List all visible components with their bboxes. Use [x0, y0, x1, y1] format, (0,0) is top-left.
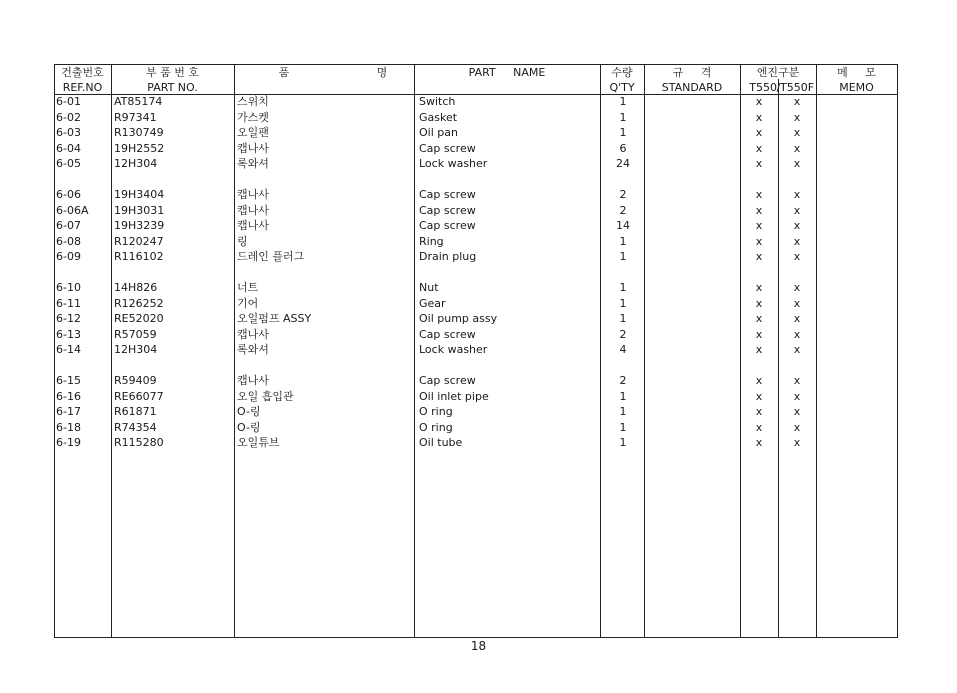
part-name-ko-cell: 가스켓	[237, 110, 269, 124]
qty-cell: 24	[616, 157, 630, 170]
t550f-mark-cell: x	[793, 420, 801, 434]
part-name-ko-cell: 너트	[237, 281, 259, 294]
qty-cell: 1	[619, 234, 627, 248]
ref-no-cell: 6-04	[56, 141, 81, 155]
ref-no-cell: 6-06	[56, 188, 81, 201]
part-no-cell: RE52020	[114, 312, 164, 325]
header-ref-ko: 건출번호	[61, 66, 104, 79]
part-no-cell: R61871	[114, 405, 157, 418]
ref-no-cell: 6-06A	[56, 203, 89, 217]
part-name-en-cell: Cap screw	[419, 188, 476, 201]
table-bottom-border	[54, 637, 898, 638]
t550-mark-cell: x	[755, 374, 763, 387]
t550-mark-cell: x	[755, 157, 763, 170]
t550f-mark-cell: x	[793, 327, 801, 341]
header-standard-en: STANDARD	[661, 81, 723, 94]
part-name-ko-cell: O-링	[237, 420, 261, 434]
part-name-ko-cell: 기어	[237, 296, 259, 310]
ref-no-cell: 6-19	[56, 436, 81, 449]
part-name-en-cell: Drain plug	[419, 250, 477, 263]
header-part-name-en: PART NAME	[468, 66, 546, 79]
qty-cell: 1	[619, 420, 627, 434]
header-engine-ko: 엔진구분	[756, 66, 800, 79]
t550-mark-cell: x	[755, 436, 763, 449]
ref-no-cell: 6-07	[56, 219, 81, 232]
part-no-cell: R97341	[114, 110, 157, 124]
qty-cell: 2	[619, 374, 627, 387]
part-name-ko-cell: 캡나사	[237, 327, 269, 341]
header-partno-en: PART NO.	[147, 81, 198, 94]
qty-cell: 1	[619, 250, 627, 263]
part-no-cell: 12H304	[114, 343, 158, 356]
table-top-border	[54, 64, 898, 65]
t550f-mark-cell: x	[793, 126, 801, 139]
t550-mark-cell: x	[755, 327, 763, 341]
header-standard-ko: 규 격	[672, 66, 712, 79]
t550-mark-cell: x	[755, 250, 763, 263]
part-no-cell: 12H304	[114, 157, 158, 170]
t550f-mark-cell: x	[793, 234, 801, 248]
part-name-ko-cell: 록와셔	[237, 343, 269, 356]
part-no-cell: 14H826	[114, 281, 158, 294]
t550-mark-cell: x	[755, 141, 763, 155]
part-name-en-cell: Cap screw	[419, 141, 476, 155]
part-name-ko-cell: 오일 흡입관	[237, 389, 294, 403]
ref-no-cell: 6-02	[56, 110, 81, 124]
part-name-en-cell: Gear	[419, 296, 446, 310]
part-no-cell: 19H3404	[114, 188, 165, 201]
t550-mark-cell: x	[755, 389, 763, 403]
part-no-cell: R74354	[114, 420, 157, 434]
part-no-cell: 19H2552	[114, 141, 165, 155]
ref-no-cell: 6-08	[56, 234, 81, 248]
t550f-mark-cell: x	[793, 141, 801, 155]
part-name-en-cell: O ring	[419, 420, 453, 434]
qty-cell: 1	[619, 296, 627, 310]
t550f-mark-cell: x	[793, 405, 801, 418]
ref-no-cell: 6-11	[56, 296, 81, 310]
qty-cell: 6	[619, 141, 627, 155]
ref-no-cell: 6-09	[56, 250, 81, 263]
t550-mark-cell: x	[755, 219, 763, 232]
part-name-en-cell: Oil pan	[419, 126, 458, 139]
part-no-cell: 19H3239	[114, 219, 165, 232]
part-name-en-cell: O ring	[419, 405, 453, 418]
t550f-mark-cell: x	[793, 95, 801, 108]
part-no-cell: R116102	[114, 250, 164, 263]
part-name-ko-cell: 캡나사	[237, 188, 269, 201]
part-name-ko-cell: 캡나사	[237, 203, 269, 217]
ref-no-cell: 6-12	[56, 312, 81, 325]
header-name-ko-1: 품	[278, 66, 290, 79]
part-name-en-cell: Oil pump assy	[419, 312, 498, 325]
ref-no-cell: 6-14	[56, 343, 81, 356]
qty-cell: 1	[619, 436, 627, 449]
t550-mark-cell: x	[755, 203, 763, 217]
part-name-en-cell: Oil inlet pipe	[419, 389, 489, 403]
part-name-en-cell: Switch	[419, 95, 456, 108]
ref-no-cell: 6-05	[56, 157, 81, 170]
t550f-mark-cell: x	[793, 203, 801, 217]
part-name-en-cell: Cap screw	[419, 203, 476, 217]
t550-mark-cell: x	[755, 420, 763, 434]
part-name-ko-cell: 캡나사	[237, 219, 269, 232]
ref-no-cell: 6-13	[56, 327, 81, 341]
col-border-name-ko	[414, 64, 415, 638]
t550f-mark-cell: x	[793, 110, 801, 124]
header-engine-t550: T550	[749, 81, 777, 94]
part-name-ko-cell: 링	[237, 234, 248, 248]
part-name-en-cell: Cap screw	[419, 219, 476, 232]
part-no-cell: R130749	[114, 126, 164, 139]
part-name-ko-cell: 록와셔	[237, 157, 269, 170]
header-qty-ko: 수량	[611, 66, 633, 79]
qty-cell: 1	[619, 405, 627, 418]
t550f-mark-cell: x	[793, 374, 801, 387]
qty-cell: 1	[619, 110, 627, 124]
header-partno-ko: 부 품 번 호	[146, 66, 199, 79]
t550f-mark-cell: x	[793, 296, 801, 310]
header-qty-en: Q'TY	[609, 81, 635, 94]
t550-mark-cell: x	[755, 405, 763, 418]
header-memo-ko: 메 모	[837, 66, 876, 79]
t550-mark-cell: x	[755, 188, 763, 201]
header-name-ko-2: 명	[376, 66, 388, 79]
part-no-cell: R59409	[114, 374, 157, 387]
header-memo-en: MEMO	[839, 81, 874, 94]
part-name-en-cell: Oil tube	[419, 436, 463, 449]
part-no-cell: R57059	[114, 327, 157, 341]
col-border-left	[54, 64, 55, 638]
part-name-en-cell: Ring	[419, 234, 444, 248]
ref-no-cell: 6-16	[56, 389, 81, 403]
part-name-ko-cell: 캡나사	[237, 141, 269, 155]
t550f-mark-cell: x	[793, 281, 801, 294]
part-no-cell: R126252	[114, 296, 164, 310]
qty-cell: 1	[619, 389, 627, 403]
part-name-en-cell: Nut	[419, 281, 439, 294]
col-border-right	[897, 64, 898, 638]
part-name-en-cell: Gasket	[419, 110, 458, 124]
part-no-cell: RE66077	[114, 389, 164, 403]
t550f-mark-cell: x	[793, 157, 801, 170]
t550f-mark-cell: x	[793, 312, 801, 325]
col-border-engine	[816, 64, 817, 638]
t550f-mark-cell: x	[793, 250, 801, 263]
qty-cell: 1	[619, 126, 627, 139]
qty-cell: 2	[619, 188, 627, 201]
t550-mark-cell: x	[755, 234, 763, 248]
t550-mark-cell: x	[755, 296, 763, 310]
part-name-ko-cell: 캡나사	[237, 374, 269, 387]
t550f-mark-cell: x	[793, 188, 801, 201]
part-name-en-cell: Lock washer	[419, 157, 488, 170]
qty-cell: 1	[619, 95, 627, 108]
qty-cell: 2	[619, 203, 627, 217]
ref-no-cell: 6-01	[56, 95, 81, 108]
qty-cell: 4	[619, 343, 627, 356]
ref-no-cell: 6-17	[56, 405, 81, 418]
qty-cell: 14	[616, 219, 630, 232]
t550f-mark-cell: x	[793, 389, 801, 403]
part-no-cell: R120247	[114, 234, 164, 248]
part-name-en-cell: Lock washer	[419, 343, 488, 356]
part-no-cell: AT85174	[114, 95, 163, 108]
part-name-ko-cell: 오일펌프 ASSY	[237, 312, 312, 325]
qty-cell: 1	[619, 312, 627, 325]
t550-mark-cell: x	[755, 95, 763, 108]
ref-no-cell: 6-18	[56, 420, 81, 434]
page-number: 18	[470, 639, 487, 653]
qty-cell: 1	[619, 281, 627, 294]
part-name-ko-cell: 오일팬	[237, 126, 269, 139]
t550-mark-cell: x	[755, 110, 763, 124]
t550f-mark-cell: x	[793, 219, 801, 232]
t550-mark-cell: x	[755, 343, 763, 356]
part-name-en-cell: Cap screw	[419, 327, 476, 341]
part-no-cell: 19H3031	[114, 203, 165, 217]
header-engine-t550f: T550F	[780, 81, 815, 94]
part-name-ko-cell: 드레인 플러그	[237, 250, 305, 263]
qty-cell: 2	[619, 327, 627, 341]
t550-mark-cell: x	[755, 312, 763, 325]
ref-no-cell: 6-10	[56, 281, 81, 294]
t550f-mark-cell: x	[793, 436, 801, 449]
header-engine-sep: /	[776, 81, 781, 94]
t550-mark-cell: x	[755, 126, 763, 139]
part-name-ko-cell: 오일튜브	[237, 436, 280, 449]
t550-mark-cell: x	[755, 281, 763, 294]
part-no-cell: R115280	[114, 436, 164, 449]
col-border-partno	[234, 64, 235, 638]
parts-table	[54, 64, 898, 638]
t550f-mark-cell: x	[793, 343, 801, 356]
part-name-ko-cell: 스위치	[237, 95, 269, 108]
ref-no-cell: 6-03	[56, 126, 81, 139]
ref-no-cell: 6-15	[56, 374, 81, 387]
part-name-ko-cell: O-링	[237, 405, 261, 418]
col-border-ref	[111, 64, 112, 638]
part-name-en-cell: Cap screw	[419, 374, 476, 387]
header-ref-en: REF.NO	[62, 81, 103, 94]
